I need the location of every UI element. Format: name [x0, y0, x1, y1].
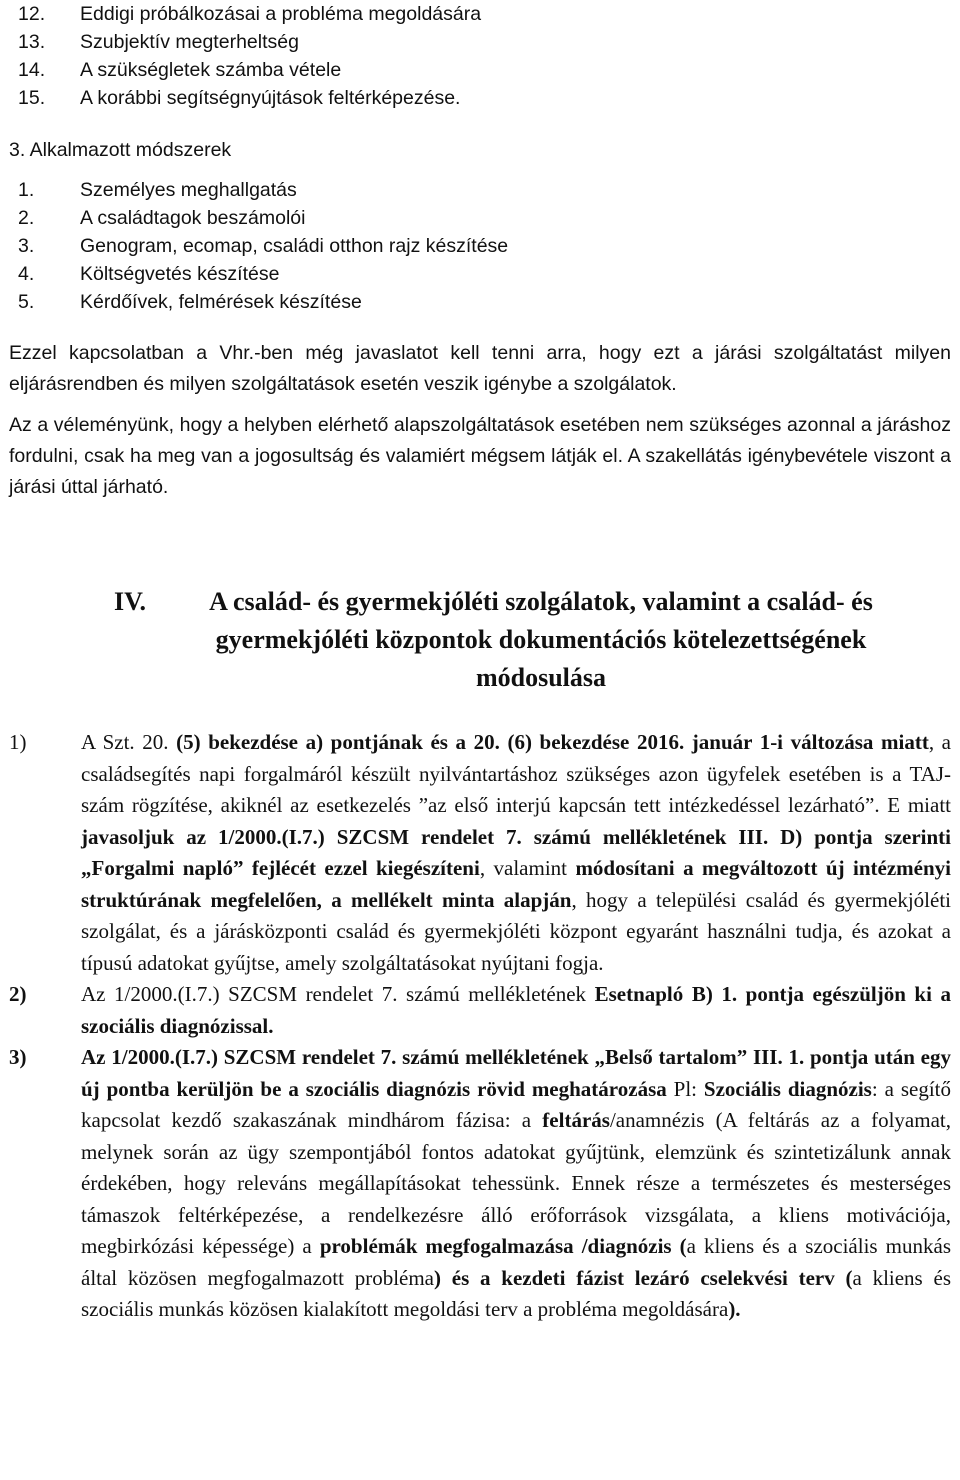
- text-run: Az 1/2000.(I.7.) SZCSM rendelet 7. számú mellékletének: [81, 982, 595, 1006]
- list-number: 12.: [18, 3, 46, 25]
- text-run-bold: javasoljuk az 1/2000.(I.7.) SZCSM rendelet 7. számú mellékletének III. D) pontja szerinti „Forgalmi napló” fejlécét ezzel kiegészíteni: [81, 824, 951, 880]
- text-run-bold: feltárás: [542, 1108, 610, 1132]
- list-number: 1.: [18, 179, 35, 201]
- paragraph-opinion: Az a véleményünk, hogy a helyben elérhető alapszolgáltatások esetében nem szükséges azonnal a járáshoz fordulni, csak ha meg van a jogosultság és valamiért mégsem látják el. A szakellátás igénybevétele viszont a járási úttal járható.: [9, 414, 951, 498]
- section-heading: [9, 583, 951, 697]
- list-text: Genogram, ecomap, családi otthon rajz készítése: [80, 235, 509, 257]
- text-run: : a segítő kapcsolat kezdő szakaszának mindhárom fázisa: a: [81, 1076, 951, 1132]
- list-item: [9, 28, 951, 56]
- section-title: A család- és gyermekjóléti szolgálatok, valamint a család- és gyermekjóléti központok dokumentációs kötelezettségének módosulása: [209, 587, 873, 692]
- list-item: [9, 176, 951, 204]
- list-item: [9, 232, 951, 260]
- methods-list: [9, 176, 951, 316]
- text-run: a kliens és szociális munkás közösen kialakított megoldási terv a probléma megoldására: [81, 1265, 951, 1321]
- list-number: 2.: [18, 207, 35, 229]
- assessment-list: [9, 0, 951, 112]
- list-number: 1): [9, 730, 27, 754]
- text-run-bold: módosítani a megváltozott új intézményi struktúrának megfelelően, a mellékelt minta alapján: [81, 856, 951, 912]
- list-item: [9, 56, 951, 84]
- text-run-bold: (5) bekezdése a) pontjának és a 20.: [168, 730, 500, 754]
- text-run: Pl:: [666, 1076, 704, 1101]
- list-text: Eddigi próbálkozásai a probléma megoldására: [80, 3, 482, 25]
- list-number: 13.: [18, 31, 46, 53]
- paragraph-vhr: Ezzel kapcsolatban a Vhr.-ben még javaslatot kell tenni arra, hogy ezt a járási szolgáltatást milyen eljárásrendben és milyen szolgáltatások esetén veszik igénybe a szolgálatok.: [9, 342, 951, 395]
- list-number: 15.: [18, 87, 46, 109]
- section-number: IV.: [114, 587, 147, 616]
- list-number: 2): [9, 982, 27, 1006]
- text-run-bold: ) és a kezdeti fázist lezáró cselekvési terv (: [434, 1265, 853, 1290]
- text-run-bold: Az 1/2000.(I.7.) SZCSM rendelet 7. számú mellékletének „Belső tartalom” III. 1. pontja után egy új pontba kerüljön be a szociális diagnózis rövid meghatározása: [81, 1045, 951, 1101]
- methods-heading: 3. Alkalmazott módszerek: [9, 139, 232, 161]
- text-run-bold: ).: [728, 1297, 741, 1321]
- text-run: , a családsegítés napi forgalmáról készült nyilvántartáshoz szükséges azon ügyfelek esetében is a TAJ-szám rögzítése, akiknél az esetkezelés ”az első interjú kapcsán tett intézkedéssel lezárható”. E miatt: [81, 730, 951, 817]
- list-item: [9, 727, 951, 979]
- text-run: /anamnézis (A feltárás az a folyamat, melynek során az ügy szempontjából fontos adatokat gyűjtünk, elemzünk és szintetizálunk annak érdekében, hogy releváns megállapításokat tehessünk. Ennek része a természetes és mesterséges támaszok feltérképezése, a rendelkezésre álló erőforrások vizsgálata, a kliens motivációja, megbirkózási képessége) a: [81, 1108, 951, 1258]
- list-number: 3): [9, 1045, 27, 1069]
- list-item: [9, 204, 951, 232]
- list-item: [9, 979, 951, 1042]
- list-number: 3.: [18, 235, 35, 257]
- text-run-bold: január 1-i változása miatt: [684, 730, 929, 754]
- list-text: A családtagok beszámolói: [80, 207, 306, 229]
- text-run: , hogy a települési család és gyermekjóléti szolgálat, és a járásközponti család és gyermekjóléti központ egyaránt használni tudja, és azokat a típusú adatokat gyűjtse, amely szolgáltatásokat nyújtani fogja.: [81, 887, 951, 975]
- list-number: 5.: [18, 291, 35, 313]
- list-number: 14.: [18, 59, 46, 81]
- list-text: Személyes meghallgatás: [80, 179, 297, 201]
- proposal-list: [9, 727, 951, 1326]
- list-number: 4.: [18, 263, 35, 285]
- list-text: A szükségletek számba vétele: [80, 59, 342, 81]
- text-run-bold: (6) bekezdése 2016.: [499, 730, 685, 754]
- text-run: A Szt. 20.: [81, 730, 169, 754]
- list-item: [9, 1042, 951, 1326]
- list-text: Költségvetés készítése: [80, 263, 280, 285]
- list-item: [9, 288, 951, 316]
- list-item: [9, 260, 951, 288]
- text-run: a kliens és a szociális munkás által közösen megfogalmazott probléma: [81, 1234, 951, 1290]
- text-run-bold: Szociális diagnózis: [703, 1076, 872, 1101]
- list-text: Kérdőívek, felmérések készítése: [80, 291, 362, 313]
- text-run-bold: problémák megfogalmazása /diagnózis (: [319, 1234, 687, 1258]
- text-run: , valamint: [479, 856, 576, 880]
- list-text: A korábbi segítségnyújtások feltérképezése.: [80, 87, 461, 109]
- text-run-bold: Esetnapló B) 1. pontja egészüljön ki a szociális diagnózissal.: [81, 982, 951, 1038]
- list-item: [9, 0, 951, 28]
- list-text: Szubjektív megterheltség: [80, 31, 299, 53]
- list-item: [9, 84, 951, 112]
